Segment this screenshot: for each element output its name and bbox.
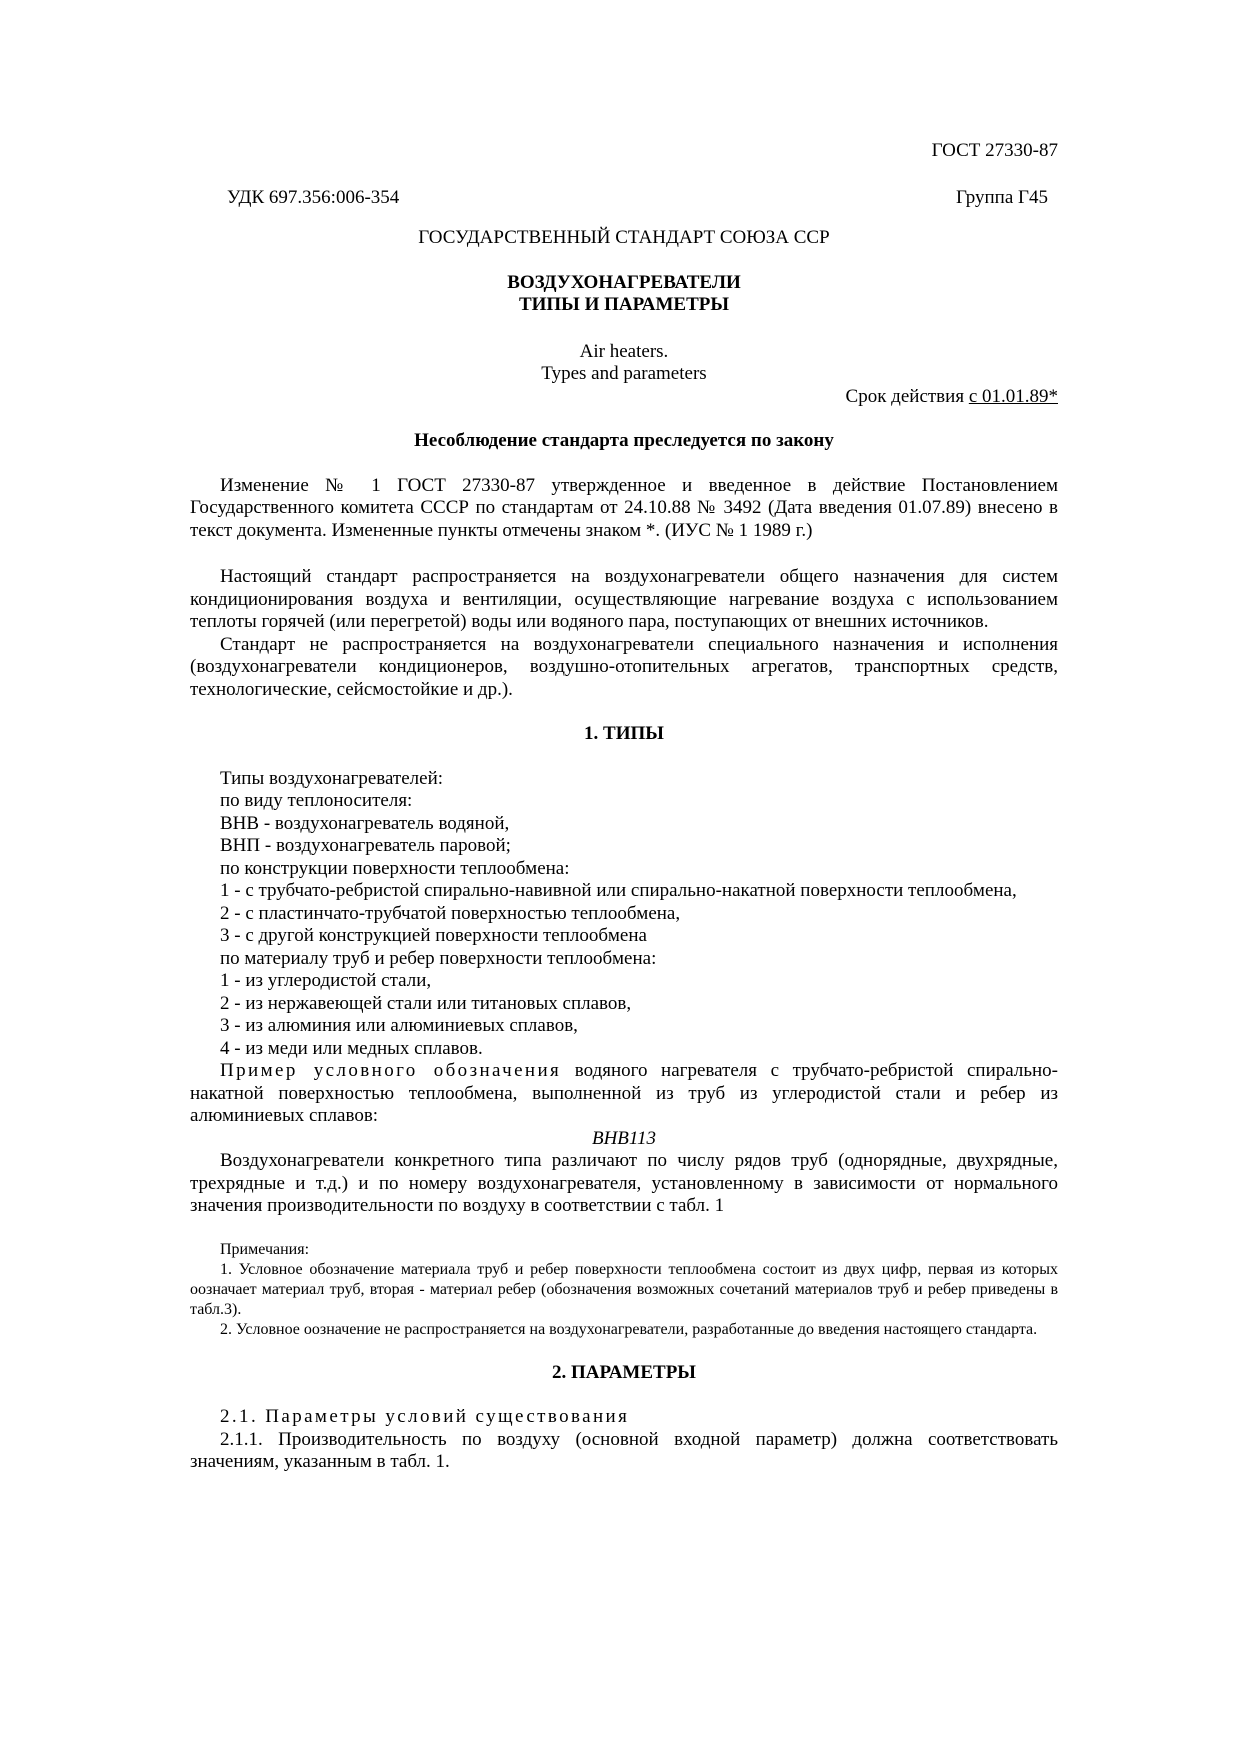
- types-line: 3 - с другой конструкцией поверхности теплообмена: [220, 925, 647, 946]
- notes-block: [190, 1240, 1058, 1340]
- types-line: по материалу труб и ребер поверхности теплообмена:: [220, 947, 657, 969]
- validity-period: [190, 386, 1058, 409]
- subsection-2-1: 2.1. Параметры условий существования: [220, 1406, 630, 1427]
- designation-example: [190, 1060, 1058, 1128]
- types-line: 2 - из нержавеющей стали или титановых сплавов,: [220, 992, 632, 1014]
- scope-paragraph: Настоящий стандарт распространяется на воздухонагреватели общего назначения для систем кондиционирования воздуха и вентиляции, осуществляющие нагревание воздуха с использованием теплоты горячей (или перегретой) воды или водяного пара, поступающих от внешних источников.: [190, 566, 1058, 632]
- exclusion-paragraph: Стандарт не распространяется на воздухонагреватели специального назначения и исполнения (воздухонагреватели кондиционеров, воздушно-отопительных агрегатов, транспортных средств, технологические, сейсмостойкие и др.).: [190, 633, 1058, 700]
- types-line: 1 - с трубчато-ребристой спирально-навивной или спирально-накатной поверхности теплообмена,: [220, 880, 1017, 901]
- types-line: ВНВ - воздухонагреватель водяной,: [220, 812, 510, 834]
- validity-label: Срок действия: [845, 385, 969, 407]
- types-line: 3 - из алюминия или алюминиевых сплавов,: [220, 1015, 578, 1036]
- udk-code: УДК 697.356:006-354: [227, 186, 400, 208]
- designation-example-label: Пример условного обозначения: [220, 1060, 562, 1081]
- notes-title: Примечания:: [220, 1240, 310, 1258]
- english-title-line1: Air heaters.: [579, 340, 669, 362]
- section-1-heading: 1. ТИПЫ: [584, 723, 664, 744]
- state-standard-title: ГОСУДАРСТВЕННЫЙ СТАНДАРТ СОЮЗА ССР: [418, 227, 830, 248]
- types-line: 1 - из углеродистой стали,: [220, 970, 432, 991]
- types-line: по конструкции поверхности теплообмена:: [220, 857, 570, 879]
- types-list: [190, 768, 1058, 1061]
- designation-code: ВНВ113: [591, 1127, 657, 1149]
- gost-number: ГОСТ 27330-87: [931, 140, 1058, 161]
- note-1: 1. Условное обозначение материала труб и ребер поверхности теплообмена состоит из двух цифр, первая из которых оозначает материал труб, вторая - материал ребер (обозначения возможных сочетаний материалов труб и ребер приведены в табл.3).: [190, 1260, 1058, 1318]
- validity-date: с 01.01.89*: [968, 385, 1058, 407]
- document-title-line1: ВОЗДУХОНАГРЕВАТЕЛИ: [507, 271, 741, 293]
- subsection-2-1-1: 2.1.1. Производительность по воздуху (основной входной параметр) должна соответствовать значениям, указанным в табл. 1.: [190, 1428, 1058, 1472]
- classification-row: [190, 187, 1058, 210]
- designation-example-text: водяного нагревателя с трубчато-ребристой спирально-накатной поверхностью теплообмена, выполненной из труб из углеродистой стали и ребер из алюминиевых сплавов:: [190, 1060, 1058, 1126]
- english-title-line2: Types and parameters: [541, 363, 707, 384]
- types-line: ВНП - воздухонагреватель паровой;: [220, 835, 511, 856]
- change-note: Изменение № 1 ГОСТ 27330-87 утвержденное и введенное в действие Постановлением Государственного комитета СССР по стандартам от 24.10.88 № 3492 (Дата введения 01.07.89) внесено в текст документа. Измененные пункты отмечены знаком *. (ИУС № 1 1989 г.): [190, 474, 1058, 541]
- types-line: 4 - из меди или медных сплавов.: [220, 1037, 483, 1059]
- document-title-line2: ТИПЫ И ПАРАМЕТРЫ: [518, 294, 730, 315]
- document-body: [190, 140, 1058, 1474]
- law-notice: Несоблюдение стандарта преследуется по закону: [414, 430, 834, 451]
- note-2: 2. Условное оозначение не распространяется на воздухонагреватели, разработанные до введения настоящего стандарта.: [220, 1320, 1038, 1338]
- types-line: Типы воздухонагревателей:: [220, 767, 444, 789]
- types-line: по виду теплоносителя:: [220, 790, 413, 811]
- types-line: 2 - с пластинчато-трубчатой поверхностью теплообмена,: [220, 902, 681, 924]
- differences-paragraph: Воздухонагреватели конкретного типа различают по числу рядов труб (однорядные, двухрядные, трехрядные и т.д.) и по номеру воздухонагревателя, установленному в зависимости от нормального значения производительности по воздуху в соответствии с табл. 1: [190, 1150, 1058, 1216]
- section-2-heading: 2. ПАРАМЕТРЫ: [552, 1361, 696, 1383]
- group-code: Группа Г45: [955, 186, 1048, 208]
